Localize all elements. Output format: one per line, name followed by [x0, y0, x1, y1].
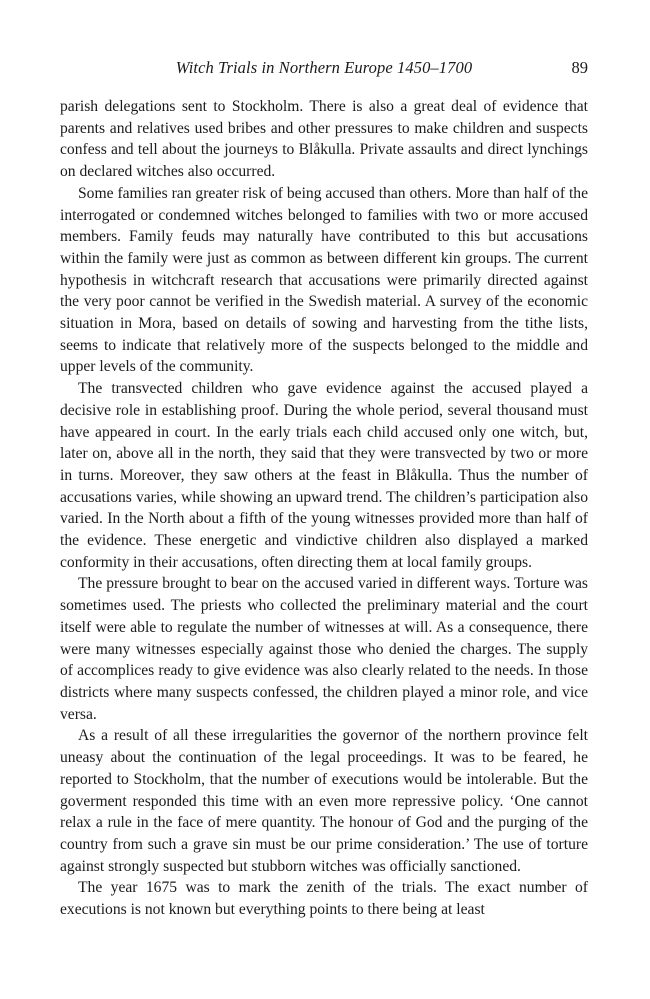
paragraph: The year 1675 was to mark the zenith of the trials. The exact number of executions is not known but everything points to there being at least: [60, 879, 588, 919]
paragraph: As a result of all these irregularities the governor of the northern province felt uneasy about the continuation of the legal proceedings. It was to be feared, he reported to Stockholm, that the number of executions would be intolerable. But the goverment responded this time with an even more repressive policy. ‘One cannot relax a rule in the face of mere quantity. The honour of God and the purging of the country from such a grave sin must be our prime consideration.’ The use of torture against strongly suspected but stubborn witches was officially sanctioned.: [60, 727, 588, 875]
body-text: [60, 96, 588, 921]
running-head: [60, 58, 588, 80]
paragraph: The transvected children who gave evidence against the accused played a decisive role in establishing proof. During the whole period, several thousand must have appeared in court. In the early trials each child accused only one witch, but, later on, above all in the north, they said that they were transvected by two or more in turns. Moreover, they saw others at the feast in Blåkulla. Thus the number of accusations varies, while showing an upward trend. The children’s participation also varied. In the North about a fifth of the young witnesses provided more than half of the evidence. These energetic and vindictive children also displayed a marked conformity in their accusations, often directing them at local family groups.: [60, 380, 588, 571]
paragraph: parish delegations sent to Stockholm. There is also a great deal of evidence that parents and relatives used bribes and other pressures to make children and suspects confess and tell about the journeys to Blåkulla. Private assaults and direct lynchings on declared witches also occurred.: [60, 98, 588, 181]
paragraph: Some families ran greater risk of being accused than others. More than half of the interrogated or condemned witches belonged to families with two or more accused members. Family feuds may naturally have contributed to this but accusations within the family were just as common as between different kin groups. The current hypothesis in witchcraft research that accusations were primarily directed against the very poor cannot be verified in the Swedish material. A survey of the economic situation in Mora, based on details of sowing and harvesting from the tithe lists, seems to indicate that relatively more of the suspects belonged to the middle and upper levels of the community.: [60, 184, 588, 376]
page-number: 89: [571, 58, 588, 77]
paragraph: The pressure brought to bear on the accused varied in different ways. Torture was sometimes used. The priests who collected the preliminary material and the court itself were able to regulate the number of witnesses at will. As a consequence, there were many witnesses especially against those who denied the charges. The supply of accomplices ready to give evidence was also clearly related to the needs. In those districts where many suspects confessed, the children played a minor role, and vice versa.: [60, 575, 588, 723]
running-title: Witch Trials in Northern Europe 1450–1700: [175, 58, 473, 77]
